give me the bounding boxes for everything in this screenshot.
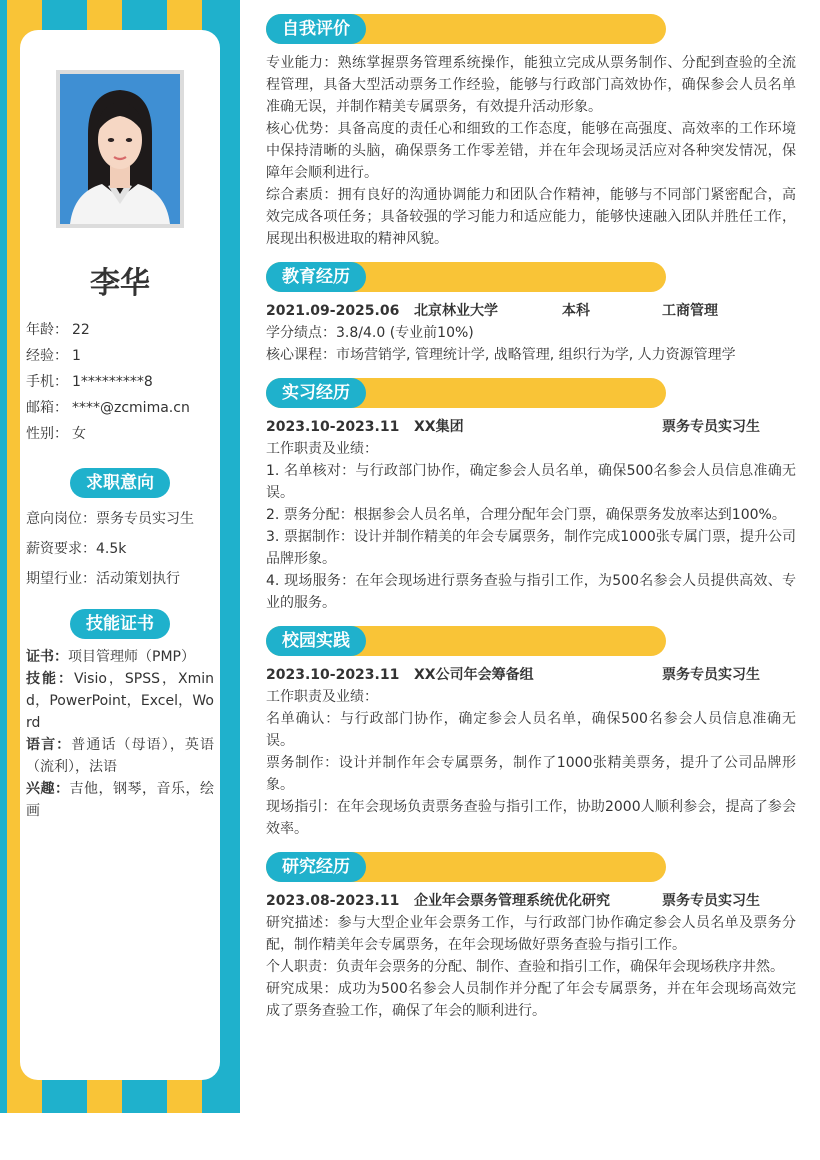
entry-school: 北京林业大学 — [414, 303, 498, 319]
section-header — [266, 262, 666, 292]
info-label: 经验： — [26, 348, 68, 364]
info-row-experience — [26, 346, 216, 372]
info-row-gender — [26, 424, 216, 450]
section-internship — [266, 378, 796, 614]
entry-date: 2023.08-2023.11 — [266, 893, 400, 909]
info-value: 女 — [72, 426, 86, 442]
section-title: 教育经历 — [266, 262, 366, 292]
entry-role: 票务专员实习生 — [662, 893, 760, 909]
entry-project: 企业年会票务管理系统优化研究 — [414, 893, 610, 909]
section-title: 研究经历 — [266, 852, 366, 882]
skill-value: 吉他，钢琴，音乐，绘画 — [26, 781, 214, 819]
paragraph: 核心课程：市场营销学, 管理统计学, 战略管理, 组织行为学, 人力资源管理学 — [266, 347, 736, 363]
info-row-email — [26, 398, 216, 424]
paragraph: 研究成果：成功为500名参会人员制作并分配了年会专属票务，并在年会现场高效完成了票务查验工作，确保了年会的顺利进行。 — [266, 981, 796, 1019]
entry-spacer — [562, 664, 662, 686]
section-education — [266, 262, 796, 366]
intention-list — [26, 508, 216, 598]
intention-item — [26, 538, 216, 568]
section-title: 实习经历 — [266, 378, 366, 408]
skill-item — [26, 778, 214, 822]
paragraph: 个人职责：负责年会票务的分配、制作、查验和指引工作，确保年会现场秩序井然。 — [266, 959, 784, 975]
paragraph: 4. 现场服务：在年会现场进行票务查验与指引工作，为500名参会人员提供高效、专业的服务。 — [266, 573, 796, 611]
main-content — [266, 14, 796, 1034]
paragraph: 工作职责及业绩： — [266, 441, 378, 457]
entry-heading — [266, 890, 796, 912]
info-value: 1*********8 — [72, 374, 153, 390]
paragraph: 核心优势：具备高度的责任心和细致的工作态度，能够在高强度、高效率的工作环境中保持清晰的头脑，确保票务工作零差错，并在年会现场灵活应对各种突发情况，保障年会顺利进行。 — [266, 121, 796, 181]
info-row-phone — [26, 372, 216, 398]
profile-photo — [56, 70, 184, 228]
info-row-age — [26, 320, 216, 346]
skills-list — [26, 646, 214, 822]
skill-label: 语言： — [26, 737, 72, 753]
paragraph: 专业能力：熟练掌握票务管理系统操作，能独立完成从票务制作、分配到查验的全流程管理，具备大型活动票务工作经验，能够与行政部门高效协作，确保参会人员名单准确无误，并制作精美专属票务，有效提升活动形象。 — [266, 55, 796, 115]
skill-label: 技能： — [26, 671, 74, 687]
paragraph: 3. 票据制作：设计并制作精美的年会专属票务，制作完成1000张专属门票，提升公司品牌形象。 — [266, 529, 796, 567]
paragraph: 名单确认：与行政部门协作，确定参会人员名单，确保500名参会人员信息准确无误。 — [266, 711, 796, 749]
skill-value: Visio，SPSS，Xmind，PowerPoint，Excel，Word — [26, 671, 214, 731]
entry-org: XX集团 — [414, 419, 464, 435]
section-title: 自我评价 — [266, 14, 366, 44]
section-campus-practice — [266, 626, 796, 840]
intention-item — [26, 568, 216, 598]
intention-value: 票务专员实习生 — [96, 511, 194, 527]
info-label: 邮箱： — [26, 400, 68, 416]
paragraph: 工作职责及业绩： — [266, 689, 378, 705]
skill-label: 兴趣： — [26, 781, 70, 797]
entry-org: XX公司年会筹备组 — [414, 667, 534, 683]
paragraph: 票务制作：设计并制作年会专属票务，制作了1000张精美票务，提升了公司品牌形象。 — [266, 755, 796, 793]
paragraph: 2. 票务分配：根据参会人员名单，合理分配年会门票，确保票务发放率达到100%。 — [266, 507, 786, 523]
entry-heading — [266, 664, 796, 686]
entry-major: 工商管理 — [662, 303, 718, 319]
paragraph: 现场指引：在年会现场负责票务查验与指引工作，协助2000人顺利参会，提高了参会效率。 — [266, 799, 796, 837]
skill-item — [26, 734, 214, 778]
intention-value: 活动策划执行 — [96, 571, 180, 587]
section-header — [266, 852, 666, 882]
entry-role: 票务专员实习生 — [662, 667, 760, 683]
section-self-evaluation — [266, 14, 796, 250]
info-label: 年龄： — [26, 322, 68, 338]
skill-label: 证书： — [26, 649, 68, 665]
paragraph: 综合素质：拥有良好的沟通协调能力和团队合作精神，能够与不同部门紧密配合，高效完成各项任务；具备较强的学习能力和适应能力，能够快速融入团队并胜任工作，展现出积极进取的精神风貌。 — [266, 187, 796, 247]
intention-label: 薪资要求： — [26, 541, 96, 557]
sidebar-card — [20, 30, 220, 1080]
skill-value: 项目管理师（PMP） — [68, 649, 195, 665]
intention-item — [26, 508, 216, 538]
paragraph: 1. 名单核对：与行政部门协作，确定参会人员名单，确保500名参会人员信息准确无误。 — [266, 463, 796, 501]
portrait-image — [60, 74, 180, 224]
skills-heading: 技能证书 — [70, 609, 170, 639]
section-research — [266, 852, 796, 1022]
entry-degree: 本科 — [562, 303, 590, 319]
personal-info — [26, 320, 216, 450]
skill-value: 普通话（母语），英语（流利），法语 — [26, 737, 214, 775]
info-value: 22 — [72, 322, 90, 338]
skill-item — [26, 646, 214, 668]
intention-label: 意向岗位： — [26, 511, 96, 527]
paragraph: 学分绩点：3.8/4.0 (专业前10%) — [266, 325, 474, 341]
intention-heading: 求职意向 — [70, 468, 170, 498]
info-label: 性别： — [26, 426, 68, 442]
info-value: 1 — [72, 348, 81, 364]
entry-heading — [266, 300, 796, 322]
candidate-name: 李华 — [90, 266, 150, 301]
info-label: 手机： — [26, 374, 68, 390]
skill-item — [26, 668, 214, 734]
entry-role: 票务专员实习生 — [662, 419, 760, 435]
entry-date: 2023.10-2023.11 — [266, 667, 400, 683]
section-title: 校园实践 — [266, 626, 366, 656]
entry-date: 2021.09-2025.06 — [266, 303, 400, 319]
section-header — [266, 378, 666, 408]
entry-heading — [266, 416, 796, 438]
entry-date: 2023.10-2023.11 — [266, 419, 400, 435]
section-header — [266, 14, 666, 44]
entry-spacer — [562, 416, 662, 438]
info-value: ****@zcmima.cn — [72, 400, 190, 416]
intention-value: 4.5k — [96, 541, 127, 557]
paragraph: 研究描述：参与大型企业年会票务工作，与行政部门协作确定参会人员名单及票务分配，制作精美年会专属票务，在年会现场做好票务查验与指引工作。 — [266, 915, 796, 953]
intention-label: 期望行业： — [26, 571, 96, 587]
section-header — [266, 626, 666, 656]
